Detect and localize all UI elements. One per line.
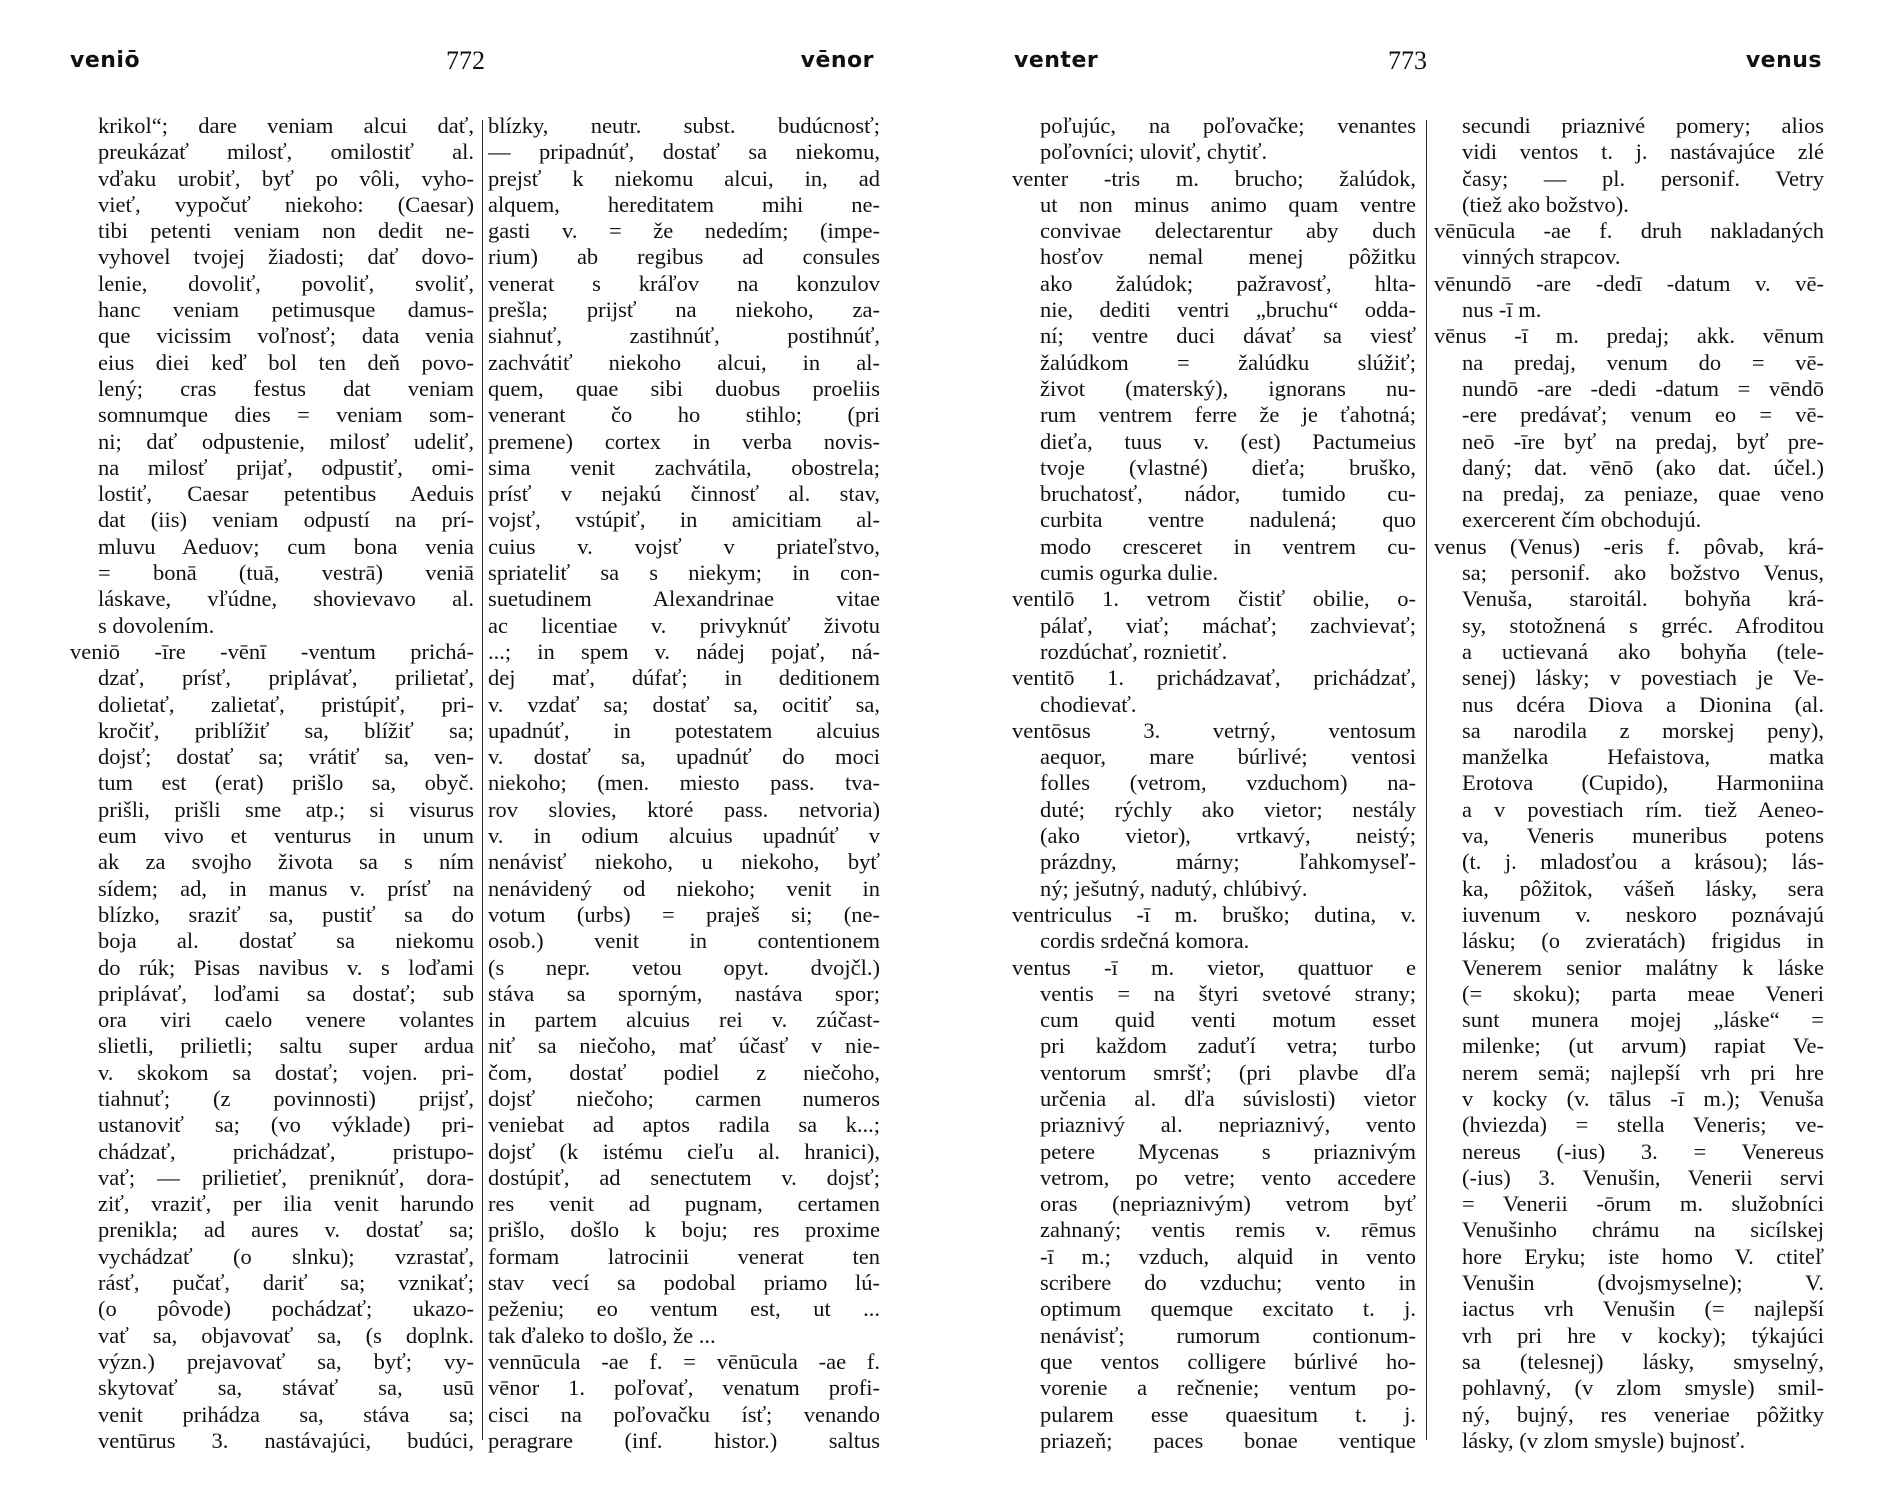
entry-line: do rúk; Pisas navibus v. s loďami: [98, 954, 474, 980]
entry-line: prázdny, márny; ľahkomyseľ-: [1040, 849, 1416, 875]
entry-line: prísť v nejakú činnosť al. stav,: [488, 481, 880, 507]
entry-line: osob.) venit in contentionem: [488, 928, 880, 954]
entry-line: sa narodila z morskej peny),: [1462, 717, 1824, 743]
entry-line: dzať, prísť, priplávať, prilietať,: [98, 665, 474, 691]
entry-line: (= skoku); parta meae Veneri: [1462, 980, 1824, 1006]
entry-line: ziť, vraziť, per ilia venit harundo: [98, 1191, 474, 1217]
entry-line: folles (vetrom, vzduchom) na-: [1040, 770, 1416, 796]
entry-line: vinných strapcov.: [1462, 244, 1621, 270]
entry-line: ut non minus animo quam ventre: [1040, 191, 1416, 217]
entry-line: cuius v. vojsť v priateľstvo,: [488, 533, 880, 559]
entry-line: v kocky (v. tālus -ī m.); Venuša: [1462, 1085, 1824, 1111]
entry-line: nereus (-ius) 3. = Venereus: [1462, 1138, 1824, 1164]
entry-line: scribere do vzduchu; vento in: [1040, 1270, 1416, 1296]
entry-line: sa (telesnej) lásky, smyselný,: [1462, 1348, 1824, 1374]
entry-line: ventus -ī m. vietor, quattuor e: [1012, 954, 1416, 980]
entry-line: veniō -īre -vēnī -ventum prichá-: [70, 638, 474, 664]
entry-line: eius diei keď bol ten deň povo-: [98, 349, 474, 375]
column-right: [488, 113, 880, 1454]
entry-line: formam latrocinii venerat ten: [488, 1243, 880, 1269]
entry-line: zachvátiť niekoho alcui, in al-: [488, 349, 880, 375]
entry-line: (o pôvode) pochádzať; ukazo-: [98, 1296, 474, 1322]
entry-line: veniebat ad aptos radila sa k...;: [488, 1112, 880, 1138]
entry-line: venerant čo ho stihlo; (pri: [488, 402, 880, 428]
entry-line: určenia al. dľa súvislosti) vietor: [1040, 1085, 1416, 1111]
entry-line: zahnaný; ventis remis v. rēmus: [1040, 1217, 1416, 1243]
entry-line: Venušinho chrámu na sicílskej: [1462, 1217, 1824, 1243]
entry-line: (tiež ako božstvo).: [1462, 191, 1629, 217]
entry-line: somnumque dies = veniam som-: [98, 402, 474, 428]
entry-line: quem, quae sibi duobus proeliis: [488, 375, 880, 401]
entry-line: vēnus -ī m. predaj; akk. vēnum: [1434, 323, 1824, 349]
entry-line: tvoje (vlastné) dieťa; bruško,: [1040, 454, 1416, 480]
entry-line: ný, bujný, res veneriae pôžitky: [1462, 1401, 1824, 1427]
entry-line: tiahnuť; (z povinnosti) prijsť,: [98, 1085, 474, 1111]
entry-line: poľujúc, na poľovačke; venantes: [1040, 113, 1416, 138]
entry-line: — pripadnúť, dostať sa niekomu,: [488, 139, 880, 165]
entry-line: senej) lásky; v povestiach je Ve-: [1462, 665, 1824, 691]
entry-line: blízky, neutr. subst. budúcnosť;: [488, 113, 880, 138]
entry-line: poľovníci; uloviť, chytiť.: [1040, 139, 1268, 165]
entry-line: vēnor 1. poľovať, venatum profi-: [488, 1375, 880, 1401]
entry-line: v. vzdať sa; dostať sa, ocitiť sa,: [488, 691, 880, 717]
entry-line: pri každom zaduťí vetra; turbo: [1040, 1033, 1416, 1059]
entry-line: dostúpiť, ad senectutem v. dojsť;: [488, 1164, 880, 1190]
entry-line: iuvenum v. neskoro poznávajú: [1462, 901, 1824, 927]
column-left: [70, 113, 474, 1454]
entry-line: krikol“; dare veniam alcui dať,: [98, 113, 474, 138]
entry-line: vidi ventos t. j. nastávajúce zlé: [1462, 139, 1824, 165]
entry-line: chádzať, prichádzať, pristupo-: [98, 1138, 474, 1164]
entry-line: nus dcéra Diova a Dionina (al.: [1462, 691, 1824, 717]
entry-line: chodievať.: [1040, 691, 1137, 717]
entry-line: mluvu Aeduov; cum bona venia: [98, 533, 474, 559]
entry-line: preukázať milosť, omilostiť al.: [98, 139, 474, 165]
entry-line: vetrom, po vetre; vento accedere: [1040, 1164, 1416, 1190]
entry-line: vēnundō -are -dedī -datum v. vē-: [1434, 270, 1824, 296]
running-head-right: venus: [1745, 48, 1822, 73]
entry-line: ventis = na štyri svetové strany;: [1040, 980, 1416, 1006]
entry-line: ako žalúdok; pažravosť, hlta-: [1040, 270, 1416, 296]
entry-line: oras (nepriaznivým) vetrom byť: [1040, 1191, 1416, 1217]
running-head-left: veniō: [70, 48, 141, 73]
entry-line: dej mať, dúfať; in deditionem: [488, 665, 880, 691]
column-rule: [482, 120, 483, 1440]
entry-line: Erotova (Cupido), Harmoniina: [1462, 770, 1824, 796]
entry-line: vať sa, objavovať sa, (s doplnk.: [98, 1322, 474, 1348]
entry-line: boja al. dostať sa niekomu: [98, 928, 474, 954]
entry-line: vrh pri hre v kocky); týkajúci: [1462, 1322, 1824, 1348]
entry-line: nerem semä; najlepší vrh pri hre: [1462, 1059, 1824, 1085]
entry-line: láskave, vľúdne, shovievavo al.: [98, 586, 474, 612]
entry-line: gasti v. = že nededím; (impe-: [488, 218, 880, 244]
entry-line: dojsť; dostať sa; vrátiť sa, ven-: [98, 744, 474, 770]
entry-line: venus (Venus) -eris f. pôvab, krá-: [1434, 533, 1824, 559]
entry-line: que ventos colligere búrlivé ho-: [1040, 1348, 1416, 1374]
entry-line: convivae delectarentur aby duch: [1040, 218, 1416, 244]
entry-line: na predaj, venum do = vē-: [1462, 349, 1824, 375]
entry-line: Venuša, staroitál. bohyňa krá-: [1462, 586, 1824, 612]
entry-line: petere Mycenas s priaznivým: [1040, 1138, 1416, 1164]
entry-line: venerat s kráľov na konzulov: [488, 270, 880, 296]
entry-line: (s nepr. vetou opyt. dvojčl.): [488, 954, 880, 980]
entry-line: venit prihádza sa, stáva sa;: [98, 1401, 474, 1427]
entry-line: sa; personif. ako božstvo Venus,: [1462, 560, 1824, 586]
entry-line: cum quid venti motum esset: [1040, 1007, 1416, 1033]
entry-line: ventōsus 3. vetrný, ventosum: [1012, 717, 1416, 743]
entry-line: votum (urbs) = praješ si; (ne-: [488, 901, 880, 927]
page-number: 773: [1388, 46, 1427, 75]
entry-line: in partem alcuius rei v. zúčast-: [488, 1007, 880, 1033]
entry-line: vorenie a rečnenie; ventum po-: [1040, 1375, 1416, 1401]
entry-line: alquem, hereditatem mihi ne-: [488, 191, 880, 217]
entry-line: stáva sa sporným, nastáva spor;: [488, 980, 880, 1006]
entry-line: a uctievaná ako bohyňa (tele-: [1462, 638, 1824, 664]
entry-line: a v povestiach rím. tiež Aeneo-: [1462, 796, 1824, 822]
entry-line: priplávať, loďami sa dostať; sub: [98, 980, 474, 1006]
entry-line: secundi priaznivé pomery; alios: [1462, 113, 1824, 138]
entry-line: hanc veniam petimusque damus-: [98, 297, 474, 323]
entry-line: peženiu; eo ventum est, ut ...: [488, 1296, 880, 1322]
entry-line: dojsť (k istému cieľu al. hranici),: [488, 1138, 880, 1164]
entry-line: rum ventrem ferre že je ťahotná;: [1040, 402, 1416, 428]
entry-line: dolietať, zalietať, pristúpiť, pri-: [98, 691, 474, 717]
entry-line: v. dostať sa, upadnúť do moci: [488, 744, 880, 770]
entry-line: prišli, prišli sme atp.; si visurus: [98, 796, 474, 822]
entry-line: Venušin (dvojsmyselne); V.: [1462, 1270, 1824, 1296]
entry-line: lásky, (v zlom smysle) bujnosť.: [1462, 1427, 1746, 1453]
entry-line: ventriculus -ī m. bruško; dutina, v.: [1012, 901, 1416, 927]
entry-line: priaznivý al. nepriaznivý, vento: [1040, 1112, 1416, 1138]
entry-line: ventilō 1. vetrom čistiť obilie, o-: [1012, 586, 1416, 612]
entry-line: na predaj, za peniaze, quae veno: [1462, 481, 1824, 507]
entry-line: (-ius) 3. Venušin, Venerii servi: [1462, 1164, 1824, 1190]
entry-line: ventūrus 3. nastávajúci, budúci,: [98, 1427, 474, 1453]
entry-line: premene) cortex in verba novis-: [488, 428, 880, 454]
entry-line: cordis srdečná komora.: [1040, 928, 1250, 954]
entry-line: eum vivo et venturus in unum: [98, 823, 474, 849]
entry-line: ac licentiae v. privyknúť životu: [488, 612, 880, 638]
column-rule: [1426, 120, 1427, 1440]
entry-line: tum est (erat) prišlo sa, obyč.: [98, 770, 474, 796]
column-left: [1012, 113, 1416, 1454]
entry-line: nie, dediti ventri „bruchu“ odda-: [1040, 297, 1416, 323]
entry-line: kročiť, priblížiť sa, blížiť sa;: [98, 717, 474, 743]
entry-line: nundō -are -dedi -datum = vēndō: [1462, 375, 1824, 401]
entry-line: blízko, sraziť sa, pustiť sa do: [98, 901, 474, 927]
entry-line: vať; — prilietieť, preniknúť, dora-: [98, 1164, 474, 1190]
entry-line: (t. j. mladosťou a krásou); lás-: [1462, 849, 1824, 875]
entry-line: sy, stotožnená s grréc. Afroditou: [1462, 612, 1824, 638]
entry-line: peragrare (inf. histor.) saltus: [488, 1427, 880, 1453]
entry-line: exercerent čím obchodujú.: [1462, 507, 1702, 533]
entry-line: ní; ventre duci dávať sa viesť: [1040, 323, 1416, 349]
entry-line: priazeň; paces bonae ventique: [1040, 1427, 1416, 1453]
entry-line: milenke; (ut arvum) rapiat Ve-: [1462, 1033, 1824, 1059]
entry-line: rozdúchať, roznietiť.: [1040, 638, 1228, 664]
entry-line: dieťa, tuus v. (est) Pactumeius: [1040, 428, 1416, 454]
entry-line: ak za svojho života sa s ním: [98, 849, 474, 875]
entry-line: rásť, pučať, dariť sa; vznikať;: [98, 1270, 474, 1296]
running-head-right: vēnor: [800, 48, 874, 73]
entry-line: upadnúť, in potestatem alcuius: [488, 717, 880, 743]
entry-line: v. skokom sa dostať; vojen. pri-: [98, 1059, 474, 1085]
entry-line: nus -ī m.: [1462, 297, 1542, 323]
entry-line: stav vecí sa podobal priamo lú-: [488, 1270, 880, 1296]
entry-line: res venit ad pugnam, certamen: [488, 1191, 880, 1217]
entry-line: slietli, prilietli; saltu super ardua: [98, 1033, 474, 1059]
entry-line: rov slovies, ktoré pass. netvoria): [488, 796, 880, 822]
entry-line: bruchatosť, nádor, tumido cu-: [1040, 481, 1416, 507]
entry-line: vďaku urobiť, byť po vôli, vyho-: [98, 165, 474, 191]
entry-line: prejsť k niekomu alcui, in, ad: [488, 165, 880, 191]
entry-line: vennūcula -ae f. = vēnūcula -ae f.: [488, 1348, 880, 1374]
entry-line: časy; — pl. personif. Vetry: [1462, 165, 1824, 191]
entry-line: optimum quemque excitato t. j.: [1040, 1296, 1416, 1322]
entry-line: iactus vrh Venušin (= najlepší: [1462, 1296, 1824, 1322]
entry-line: vyhovel tvojej žiadosti; dať dovo-: [98, 244, 474, 270]
entry-line: ni; dať odpustenie, milosť udeliť,: [98, 428, 474, 454]
entry-line: Venerem senior malátny k láske: [1462, 954, 1824, 980]
entry-line: vychádzať (o slnku); vzrastať,: [98, 1243, 474, 1269]
entry-line: nenávisť niekoho, u niekoho, byť: [488, 849, 880, 875]
entry-line: dat (iis) veniam odpustí na prí-: [98, 507, 474, 533]
entry-line: aequor, mare búrlivé; ventosi: [1040, 744, 1416, 770]
entry-line: manželka Hefaistova, matka: [1462, 744, 1824, 770]
entry-line: ka, pôžitok, vášeň lásky, sera: [1462, 875, 1824, 901]
entry-line: niekoho; (men. miesto pass. tva-: [488, 770, 880, 796]
entry-line: rium) ab regibus ad consules: [488, 244, 880, 270]
entry-line: dojsť niečoho; carmen numeros: [488, 1085, 880, 1111]
entry-line: cumis ogurka dulie.: [1040, 560, 1219, 586]
entry-line: skytovať sa, stávať sa, usū: [98, 1375, 474, 1401]
entry-line: hore Eryku; iste homo V. ctiteľ: [1462, 1243, 1824, 1269]
page-number: 772: [446, 46, 485, 75]
entry-line: pálať, viať; máchať; zachvievať;: [1040, 612, 1416, 638]
entry-line: prišlo, došlo k boju; res proxime: [488, 1217, 880, 1243]
entry-line: spriateliť sa s niekym; in con-: [488, 560, 880, 586]
entry-line: život (materský), ignorans nu-: [1040, 375, 1416, 401]
entry-line: na milosť prijať, odpustiť, omi-: [98, 454, 474, 480]
entry-line: ustanoviť sa; (vo výklade) pri-: [98, 1112, 474, 1138]
entry-line: prenikla; ad aures v. dostať sa;: [98, 1217, 474, 1243]
entry-line: sunt munera mojej „láske“ =: [1462, 1007, 1824, 1033]
entry-line: que vicissim voľnosť; data venia: [98, 323, 474, 349]
entry-line: siahnuť, zastihnúť, postihnúť,: [488, 323, 880, 349]
entry-line: ventitō 1. prichádzavať, prichádzať,: [1012, 665, 1416, 691]
entry-line: duté; rýchly ako vietor; nestály: [1040, 796, 1416, 822]
entry-line: sima venit zachvátila, obostrela;: [488, 454, 880, 480]
entry-line: neō -īre byť na predaj, byť pre-: [1462, 428, 1824, 454]
entry-line: (ako vietor), vrtkavý, neistý;: [1040, 823, 1416, 849]
entry-line: sídem; ad, in manus v. prísť na: [98, 875, 474, 901]
entry-line: pularem esse quaesitum t. j.: [1040, 1401, 1416, 1427]
entry-line: -ī m.; vzduch, alquid in vento: [1040, 1243, 1416, 1269]
entry-line: lásku; (o zvieratách) frigidus in: [1462, 928, 1824, 954]
entry-line: va, Veneris muneribus potens: [1462, 823, 1824, 849]
entry-line: čom, dostať podiel z niečoho,: [488, 1059, 880, 1085]
column-right: [1434, 113, 1824, 1454]
page-right: [944, 0, 1888, 1500]
entry-line: vojsť, vstúpiť, in amicitiam al-: [488, 507, 880, 533]
entry-line: ný; ješutný, nadutý, chlúbivý.: [1040, 875, 1308, 901]
entry-line: lený; cras festus dat veniam: [98, 375, 474, 401]
entry-line: tak ďaleko to došlo, že ...: [488, 1322, 716, 1348]
entry-line: vieť, vypočuť niekoho: (Caesar): [98, 191, 474, 217]
entry-line: v. in odium alcuius upadnúť v: [488, 823, 880, 849]
entry-line: ora viri caelo venere volantes: [98, 1007, 474, 1033]
entry-line: s dovolením.: [98, 612, 215, 638]
entry-line: žalúdkom = žalúdku slúžiť;: [1040, 349, 1416, 375]
entry-line: cisci na poľovačku ísť; venando: [488, 1401, 880, 1427]
entry-line: niť sa niečoho, mať účasť v nie-: [488, 1033, 880, 1059]
entry-line: lostiť, Caesar petentibus Aeduis: [98, 481, 474, 507]
entry-line: ...; in spem v. nádej pojať, ná-: [488, 638, 880, 664]
entry-line: curbita ventre nadulená; quo: [1040, 507, 1416, 533]
entry-line: pohlavný, (v zlom smysle) smil-: [1462, 1375, 1824, 1401]
entry-line: daný; dat. vēnō (ako dat. účel.): [1462, 454, 1824, 480]
entry-line: ventorum smršť; (pri plavbe dľa: [1040, 1059, 1416, 1085]
entry-line: vēnūcula -ae f. druh nakladaných: [1434, 218, 1824, 244]
entry-line: nenávidený od niekoho; venit in: [488, 875, 880, 901]
entry-line: tibi petenti veniam non dedit ne-: [98, 218, 474, 244]
entry-line: lenie, dovoliť, povoliť, svoliť,: [98, 270, 474, 296]
entry-line: (hviezda) = stella Veneris; ve-: [1462, 1112, 1824, 1138]
entry-line: = bonā (tuā, vestrā) veniā: [98, 560, 474, 586]
entry-line: venter -tris m. brucho; žalúdok,: [1012, 165, 1416, 191]
entry-line: význ.) prejavovať sa, byť; vy-: [98, 1348, 474, 1374]
entry-line: = Venerii -ōrum m. služobníci: [1462, 1191, 1824, 1217]
entry-line: modo cresceret in ventrem cu-: [1040, 533, 1416, 559]
running-head-left: venter: [1014, 48, 1099, 73]
entry-line: -ere predávať; venum eo = vē-: [1462, 402, 1824, 428]
entry-line: suetudinem Alexandrinae vitae: [488, 586, 880, 612]
entry-line: hosťov nemal menej pôžitku: [1040, 244, 1416, 270]
entry-line: nenávisť; rumorum contionum-: [1040, 1322, 1416, 1348]
entry-line: prešla; prijsť na niekoho, za-: [488, 297, 880, 323]
